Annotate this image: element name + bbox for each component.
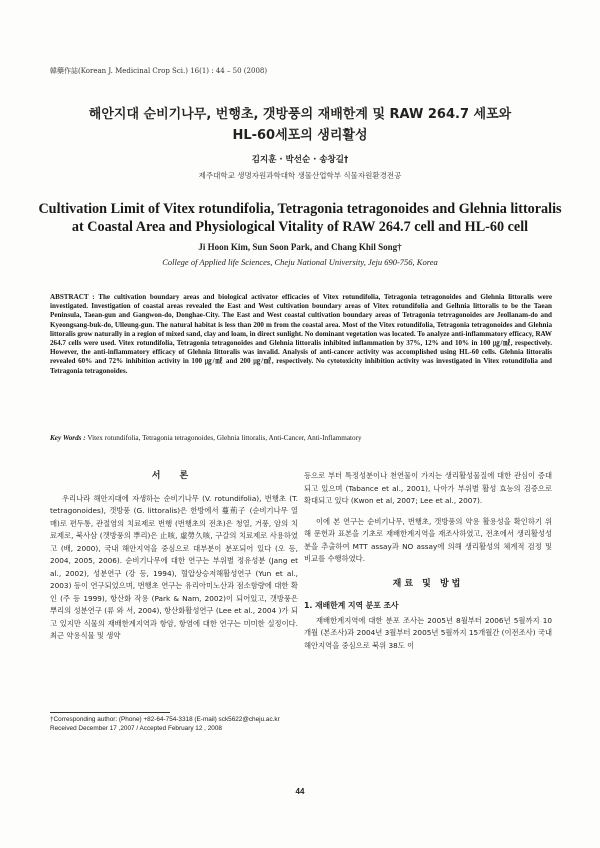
korean-authors: 김지훈 · 박선순 · 송창길†	[251, 155, 349, 165]
abstract-label: ABSTRACT :	[50, 293, 95, 301]
korean-title-line2: HL-60세포의 생리활성	[232, 128, 368, 143]
english-affiliation: College of Applied life Sciences, Cheju National University, Jeju 690-756, Korea	[162, 257, 438, 267]
english-authors: Ji Hoon Kim, Sun Soon Park, and Chang Khil Song†	[198, 242, 402, 252]
english-title-line2: at Coastal Area and Physiological Vitality of RAW 264.7 cell and HL-60 cell	[71, 219, 529, 235]
keywords	[50, 434, 552, 442]
methods-paragraph: 재배한계지역에 대한 분포 조사는 2005년 8월부터 2006년 5월까지 10개월 (본조사)과 2004년 3월부터 2005년 5월까지 15개월간 (이전조사) 국내 해안지역을 중심으로 북위 38도 이	[304, 615, 552, 650]
methods-heading: 재료 및 방법	[392, 578, 464, 589]
journal-header: 韓藥作誌(Korean J. Medicinal Crop Sci.) 16(1) : 44 – 50 (2008)	[50, 67, 268, 75]
page-number: 44	[295, 787, 305, 796]
korean-affiliation: 제주대학교 생명자원과학대학 생물산업학부 식물자원환경전공	[198, 171, 402, 180]
right-column	[304, 470, 552, 660]
methods-subheading: 1. 재배한계 지역 분포 조사	[304, 601, 399, 610]
footnote-corresponding: †Corresponding author: (Phone) +82-64-754-3318 (E-mail) sck5622@cheju.ac.kr	[50, 716, 280, 723]
footnote-received: Received December 17 ,2007 / Accepted February 12 , 2008	[50, 725, 222, 732]
left-column	[50, 470, 298, 651]
intro-heading: 서 론	[151, 471, 197, 481]
footnote-rule	[50, 712, 170, 713]
right-paragraph-2: 이에 본 연구는 순비기나무, 번행초, 갯방풍의 약용 활용성을 확인하기 위해 문헌과 표본을 기초로 재배한계지역을 재조사하였고, 전초에서 생리활성성분을 추출하여 MTT assay과 NO assay에 의해 생리활성의 체계적 검정 및 비교를 수행하였다.	[304, 516, 552, 563]
abstract	[50, 293, 552, 376]
english-title	[30, 200, 570, 236]
korean-title	[40, 104, 560, 146]
intro-paragraph: 우리나라 해안지대에 자생하는 순비기나무 (V. rotundifolia), 번행초 (T. tetragonoides), 갯방풍 (G. littoralis)은 한방에서 蔓荊子 (순비기나무 열매)로 편두통, 관절염의 치료제로 번행 (번행초의 전초)은 청열, 거풍, 암의 치료제로, 북사삼 (갯방풍의 뿌리)은 止咳, 虛勞久咳, 구갈의 치료제로 사용하였고 (배, 2000), 국내 해안지역을 중심으로 대부분이 분포되어 있다 (오 등, 2004, 2005, 2006). 순비기나무에 대한 연구는 부위별 정유성분 (Jang et al., 2002), 성분연구 (강 등, 1994), 혈압상승저해활성연구 (Yun et al., 2003) 등이 연구되었으며, 번행초 연구는 유리아미노산과 점소함량에 대한 확인 (주 등 1999), 항산화 작용 (Park & Nam, 2002)이 되어있고, 갯방풍은 뿌리의 성분연구 (류 와 서, 2004), 항산화활성연구 (Lee et al., 2004 )가 되고 있지만 식물의 재배한계지역과 항암, 항염에 대한 연구는 미미한 실정이다. 최근 약용식물 및 생약	[50, 493, 298, 640]
keywords-label: Key Words :	[50, 434, 86, 442]
right-paragraph-1: 등으로 부터 특정성분이나 천연물이 가지는 생리활성물질에 대한 관심이 증대되고 있으며 (Tabance et al., 2001), 나아가 부위별 활성 효능의 검증으로 확대되고 있다 (Kwon et al, 2007; Lee et al., 2007).	[304, 471, 552, 505]
keywords-text: Vitex rotundifolia, Tetragonia tetragonoides, Glehnia littoralis, Anti-Cancer, Anti-Inflammatory	[87, 434, 362, 442]
korean-title-line1: 해안지대 순비기나무, 번행초, 갯방풍의 재배한계 및 RAW 264.7 세포와	[88, 107, 512, 122]
english-title-line1: Cultivation Limit of Vitex rotundifolia, Tetragonia tetragonoides and Glehnia littoralis	[38, 201, 562, 217]
footnote	[50, 715, 280, 733]
abstract-text: The cultivation boundary areas and biological activator efficacies of Vitex rotundifolia, Tetragonia tetragonoides and Glehnia littoralis were investigated. Investigation of coastal areas revealed the East and West cultivation boundary areas of Vitex rotundifolia and Gelhnia littoralis to be the Taean Peninsula, Taean-gun and Gangwon-do, Donghae-City. The East and West coastal cultivation boundary areas of Tetragonia tetrragonoides are Jeollanam-do and Kyeongsang-buk-do, Ulleung-gun. The natural habitat is less than 200 m from the coastal area. Most of the Vitex rotundifolia, Tetragonia tetragonoides and Glehnia littoralis grow naturally in a region of mixed sand, clay and loam, in direct sunlight. No dominant vegetation was located. To analyze anti-inflammatory efficacy, RAW 264.7 cells were used. Vitex rotundifolia, Tetragonia tetragonoides and Glehnia littoralis inhibited inflammation by 37%, 12% and 10% in 100 ㎍/㎖, respectively. However, the anti-inflammatory efficacy of Glehnia littoralis was invalid. Analysis of anti-cancer activity was accomplished using HL-60 cells. Glehnia littoralis revealed 60% and 72% inhibition activity in 100 ㎍/㎖ and 200 ㎍/㎖, respectively. No cytotoxicity inhibition activity was investigated in Vitex rotundifolia and Tetragonia tetragonoides.	[50, 293, 552, 375]
